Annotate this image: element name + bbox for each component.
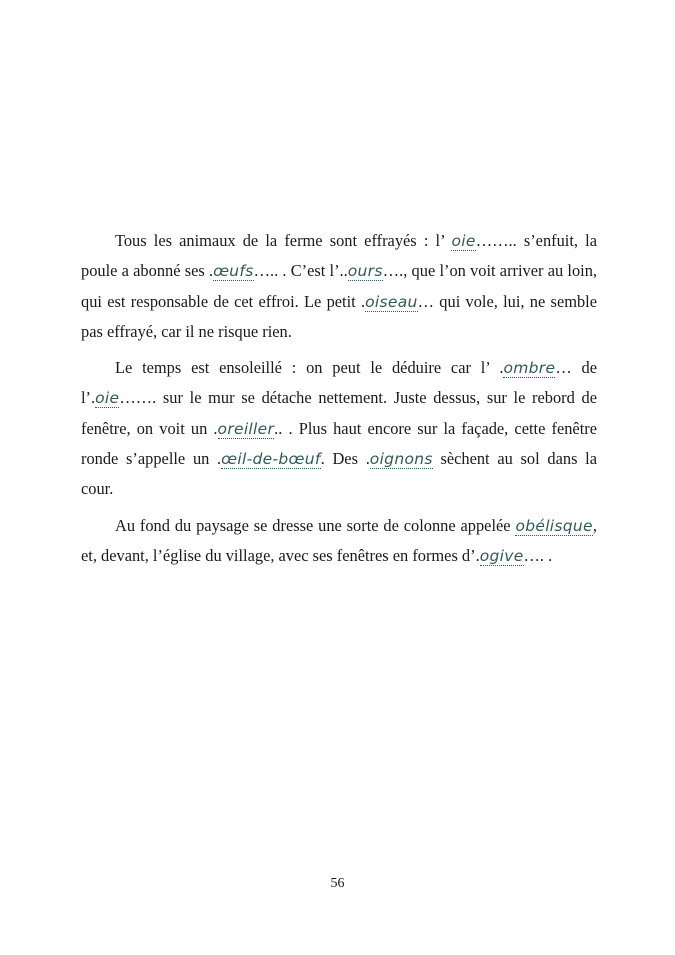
- paragraph-2: [81, 353, 597, 504]
- text-segment: … de l’.: [81, 358, 597, 408]
- text-segment: …….. s’enfuit, la poule a abonné ses .: [81, 231, 597, 281]
- handwritten-answer: œufs: [213, 262, 254, 281]
- text-segment: Au fond du paysage se dresse une sorte de colonne appelée: [115, 515, 516, 535]
- text-segment: … qui vole, lui, ne semble pas effrayé, car il ne risque rien.: [81, 291, 597, 341]
- handwritten-answer: oreiller: [217, 419, 275, 438]
- text-segment: …., que l’on voit arriver au loin, qui est responsable de cet effroi. Le petit .: [81, 261, 597, 311]
- text-segment: Le temps est ensoleillé : on peut le déduire car l’ .: [115, 358, 504, 378]
- handwritten-answer: oie: [451, 232, 476, 250]
- handwritten-answer: œil-de-bœuf: [221, 450, 321, 469]
- page-number: 56: [330, 876, 345, 891]
- text-segment: ….. . C’est l’..: [253, 261, 348, 281]
- paragraph-3: [81, 511, 597, 572]
- text-segment: sèchent au sol dans la cour.: [81, 449, 598, 499]
- body-text: [81, 226, 597, 577]
- handwritten-answer: oiseau: [365, 292, 418, 311]
- text-segment: Tous les animaux de la ferme sont effrayés : l’: [115, 231, 452, 250]
- text-segment: …. .: [523, 545, 553, 565]
- handwritten-answer: ogive: [479, 546, 524, 565]
- paragraph-1: [81, 226, 597, 347]
- handwritten-answer: oie: [95, 389, 120, 408]
- handwritten-answer: oignons: [369, 450, 433, 469]
- text-segment: , et, devant, l’église du village, avec ses fenêtres en formes d’.: [81, 515, 597, 565]
- handwritten-answer: ombre: [503, 359, 556, 378]
- text-segment: . Des .: [320, 449, 370, 469]
- text-segment: .. . Plus haut encore sur la façade, cette fenêtre ronde s’appelle un .: [81, 418, 597, 469]
- text-segment: ……. sur le mur se détache nettement. Juste dessus, sur le rebord de fenêtre, on voit un .: [81, 388, 597, 438]
- handwritten-answer: obélisque: [515, 516, 593, 535]
- handwritten-answer: ours: [347, 262, 383, 281]
